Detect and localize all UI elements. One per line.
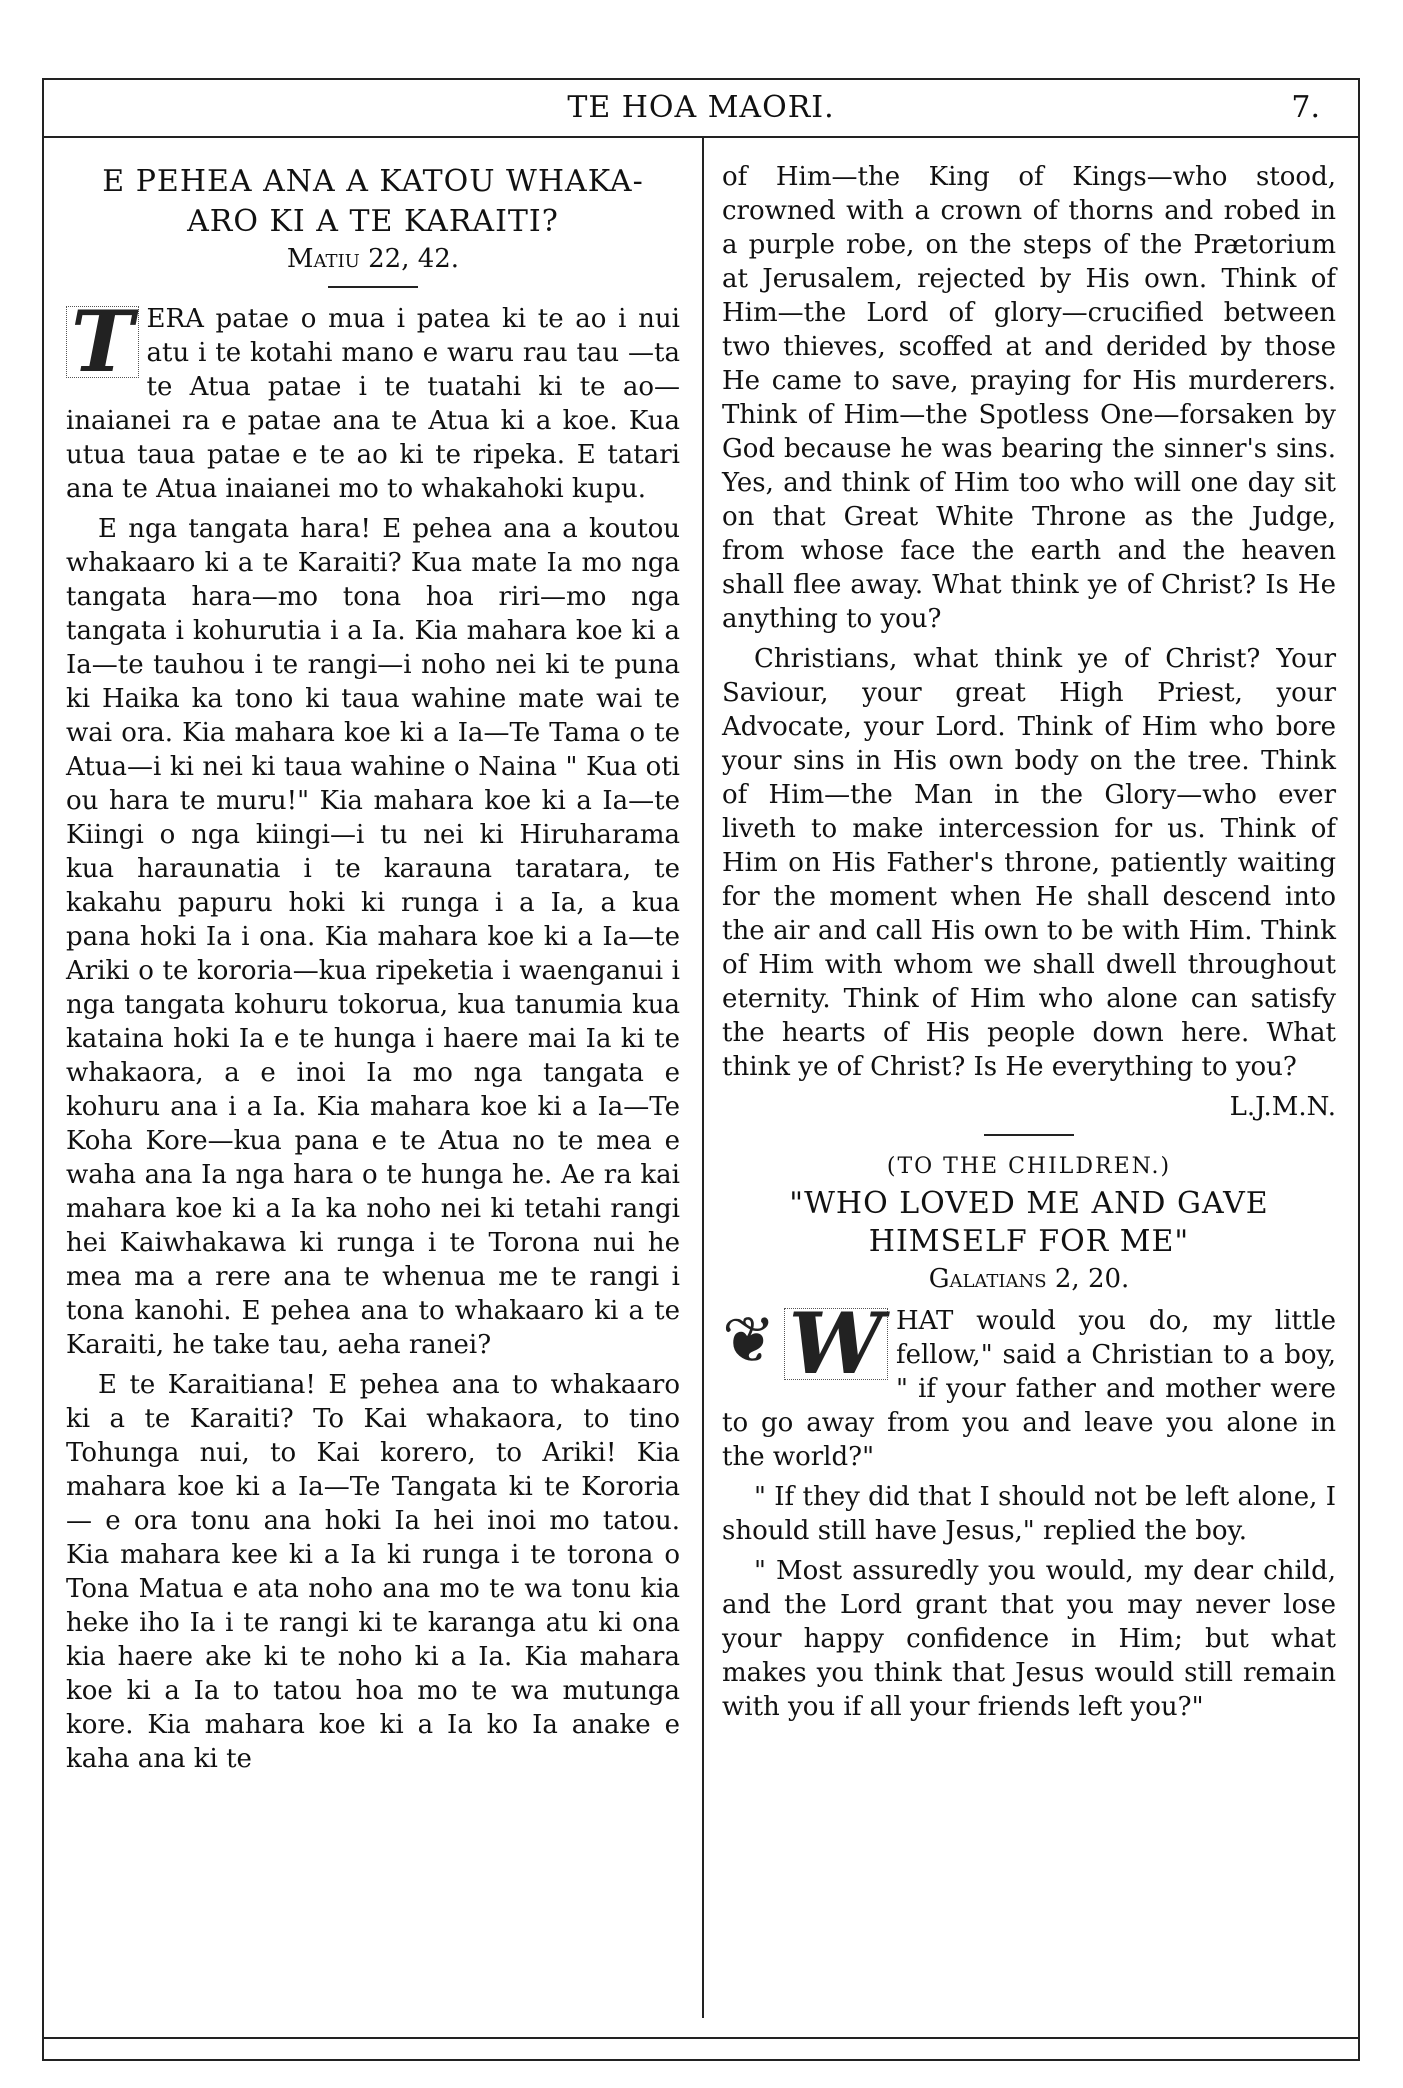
scripture-reference: Matiu 22, 42.	[286, 244, 460, 274]
author-signature: L.J.M.N.	[1229, 1092, 1336, 1122]
article-heading-line-2: ARO KI A TE KARAITI?	[187, 204, 559, 239]
paragraph-continued: of Him—the King of Kings—who stood, crowned with a crown of thorns and robed in a purple robe, on the steps of the Prætorium at Jerusalem, rejected by His own. Think of Him—the Lord of glory—crucified between two thieves, scoffed at and derided by those He came to save, praying for His murderers. Think of Him—the Spotless One—forsaken by God because he was bearing the sinner's sins. Yes, and think of Him too who will one day sit on that Great White Throne as the Judge, from whose face the earth and the heaven shall flee away. What think ye of Christ? Is He anything to you?	[722, 162, 1336, 634]
floral-ornament-icon: ❦	[722, 1304, 776, 1378]
section-rule	[328, 286, 418, 288]
drop-cap-2: W	[784, 1308, 888, 1380]
story-paragraph-3: " Most assuredly you would, my dear child, and the Lord grant that you may never lose your happy confidence in Him; but what makes you think that Jesus would still remain with you if all your friends left you?"	[722, 1556, 1336, 1722]
story-title-line-1: "WHO LOVED ME AND GAVE	[789, 1186, 1269, 1221]
article-heading-line-1: E PEHEA ANA A KATOU WHAKA-	[102, 164, 644, 199]
story-paragraph-2: " If they did that I should not be left alone, I should still have Jesus," replied the boy.	[722, 1482, 1336, 1546]
page-header	[44, 80, 1358, 138]
section-rule-2	[984, 1134, 1074, 1136]
paragraph-1	[66, 292, 680, 506]
publication-title: TE HOA MAORI.	[567, 90, 835, 125]
story-reference: Galatians 2, 20.	[928, 1264, 1130, 1294]
paragraph-1-text: ERA patae o mua i patea ki te ao i nui atu i te kotahi mano e waru rau tau —ta te Atua patae i te tuatahi ki te ao— inaianei ra e patae ana te Atua ki a koe. Kua utua taua patae e te ao ki te ripeka. E tatari ana te Atua inaianei mo to whakahoki kupu.	[66, 304, 680, 504]
paragraph-3: E te Karaitiana! E pehea ana to whakaaro ki a te Karaiti? To Kai whakaora, to tino Tohunga nui, to Kai korero, to Ariki! Kia mahara koe ki a Ia—Te Tangata ki te Kororia— e ora tonu ana hoki Ia hei inoi mo tatou. Kia mahara kee ki a Ia ki runga i te torona o Tona Matua e ata noho ana mo te wa tonu kia heke iho Ia i te rangi ki te karanga atu ki ona kia haere ake ki te noho ki a Ia. Kia mahara koe ki a Ia to tatou hoa mo te wa mutunga kore. Kia mahara koe ki a Ia ko Ia anake e kaha ana ki te	[66, 1370, 680, 1774]
story-title-line-2: HIMSELF FOR ME"	[868, 1224, 1190, 1259]
page-number: 7.	[1291, 90, 1320, 125]
left-column	[66, 160, 680, 1782]
column-divider	[702, 138, 704, 2018]
story-paragraph-1	[722, 1294, 1336, 1474]
drop-cap: T	[66, 306, 139, 378]
story-paragraph-1-text: HAT would you do, my little fellow," said a Christian to a boy, " if your father and mother were to go away from you and leave you alone in the world?"	[722, 1306, 1336, 1472]
bottom-rule	[44, 2037, 1358, 2039]
right-column	[722, 160, 1336, 1730]
paragraph-2: E nga tangata hara! E pehea ana a koutou whakaaro ki a te Karaiti? Kua mate Ia mo nga tangata hara—mo tona hoa riri—mo nga tangata i kohurutia i a Ia. Kia mahara koe ki a Ia—te tauhou i te rangi—i noho nei ki te puna ki Haika ka tono ki taua wahine mate wai te wai ora. Kia mahara koe ki a Ia—Te Tama o te Atua—i ki nei ki taua wahine o Naina " Kua oti ou hara te muru!" Kia mahara koe ki a Ia—te Kiingi o nga kiingi—i tu nei ki Hiruharama kua haraunatia i te karauna taratara, te kakahu papuru hoki ki runga i a Ia, a kua pana hoki Ia i ona. Kia mahara koe ki a Ia—te Ariki o te kororia—kua ripeketia i waenganui i nga tangata kohuru tokorua, kua tanumia kua kataina hoki Ia e te hunga i haere mai Ia ki te whakaora, a e inoi Ia mo nga tangata e kohuru ana i a Ia. Kia mahara koe ki a Ia—Te Koha Kore—kua pana e te Atua no te mea e waha ana Ia nga hara o te hunga he. Ae ra kai mahara koe ki a Ia ka noho nei ki tetahi rangi hei Kaiwhakawa ki runga i te Torona nui he mea ma a rere ana te whenua me te rangi i tona kanohi. E pehea ana to whakaaro ki a te Karaiti, he take tau, aeha ranei?	[66, 514, 680, 1360]
page-frame	[42, 78, 1360, 2061]
children-label: (TO THE CHILDREN.)	[886, 1154, 1172, 1179]
paragraph-christians: Christians, what think ye of Christ? Your Saviour, your great High Priest, your Advocate, your Lord. Think of Him who bore your sins in His own body on the tree. Think of Him—the Man in the Glory—who ever liveth to make intercession for us. Think of Him on His Father's throne, patiently waiting for the moment when He shall descend into the air and call His own to be with Him. Think of Him with whom we shall dwell throughout eternity. Think of Him who alone can satisfy the hearts of His people down here. What think ye of Christ? Is He everything to you?	[722, 644, 1336, 1082]
